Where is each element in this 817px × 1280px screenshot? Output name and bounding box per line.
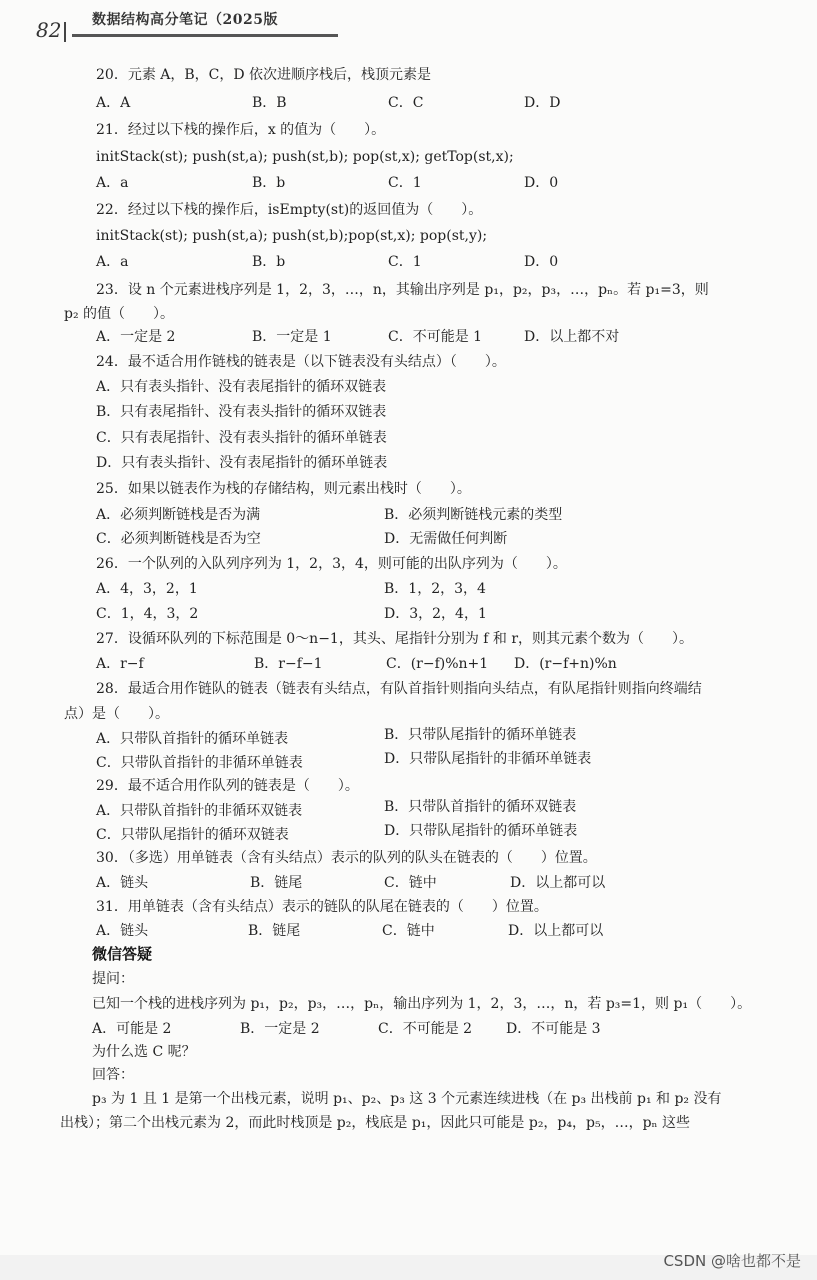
csdn-watermark: CSDN @啥也都不是: [663, 1252, 801, 1270]
option-23-c: C．不可能是 1: [388, 329, 483, 345]
wechat-qa-heading: 微信答疑: [92, 945, 153, 963]
option-21-b: B．b: [252, 175, 286, 191]
qa-question-label: 提问：: [92, 971, 134, 987]
option-29-d: D．只带队尾指针的循环单链表: [384, 823, 578, 839]
question-20: 20．元素 A，B，C，D 依次进顺序栈后，栈顶元素是: [96, 67, 432, 83]
option-20-c: C．C: [388, 95, 424, 111]
option-22-c: C．1: [388, 254, 422, 270]
option-29-c: C．只带队尾指针的循环双链表: [96, 827, 289, 843]
option-28-d: D．只带队尾指针的非循环单链表: [384, 751, 592, 767]
option-26-a: A．4，3，2，1: [96, 581, 198, 597]
option-22-b: B．b: [252, 254, 286, 270]
option-23-d: D．以上都不对: [524, 329, 620, 345]
option-28-c: C．只带队首指针的非循环单链表: [96, 755, 303, 771]
question-31: 31．用单链表（含有头结点）表示的链队的队尾在链表的（ ）位置。: [96, 899, 548, 915]
question-21: 21．经过以下栈的操作后，x 的值为（ ）。: [96, 122, 386, 138]
option-28-b: B．只带队尾指针的循环单链表: [384, 727, 577, 743]
qa-answer-label: 回答：: [92, 1067, 134, 1083]
option-27-d: D．(r−f+n)%n: [514, 656, 617, 672]
question-27: 27．设循环队列的下标范围是 0～n−1，其头、尾指针分别为 f 和 r，则其元素个数为（ ）。: [96, 631, 694, 647]
option-25-d: D．无需做任何判断: [384, 531, 508, 547]
option-30-b: B．链尾: [250, 875, 303, 891]
option-30-a: A．链头: [96, 875, 149, 891]
option-31-d: D．以上都可以: [508, 923, 604, 939]
option-22-d: D．0: [524, 254, 559, 270]
qa-option-b: B．一定是 2: [240, 1021, 320, 1037]
option-26-d: D．3，2，4，1: [384, 606, 487, 622]
option-22-a: A．a: [96, 254, 129, 270]
header-divider: [64, 22, 72, 42]
option-25-c: C．必须判断链栈是否为空: [96, 531, 261, 547]
option-28-a: A．只带队首指针的循环单链表: [96, 731, 289, 747]
option-20-a: A．A: [96, 95, 131, 111]
qa-option-a: A．可能是 2: [92, 1021, 172, 1037]
question-30: 30．（多选）用单链表（含有头结点）表示的队列的队头在链表的（ ）位置。: [96, 850, 597, 866]
question-23-cont: p₂ 的值（ ）。: [64, 306, 175, 322]
option-29-a: A．只带队首指针的非循环双链表: [96, 803, 303, 819]
option-20-b: B．B: [252, 95, 287, 111]
option-31-c: C．链中: [382, 923, 435, 939]
option-21-d: D．0: [524, 175, 559, 191]
option-26-c: C．1，4，3，2: [96, 606, 199, 622]
qa-option-d: D．不可能是 3: [506, 1021, 601, 1037]
qa-why-c: 为什么选 C 呢？: [92, 1044, 196, 1060]
qa-question-text: 已知一个栈的进栈序列为 p₁，p₂，p₃，…，pₙ，输出序列为 1，2，3，…，n，若 p₃=1，则 p₁（ ）。: [92, 996, 752, 1012]
option-25-b: B．必须判断链栈元素的类型: [384, 507, 563, 523]
question-25: 25．如果以链表作为栈的存储结构，则元素出栈时（ ）。: [96, 481, 471, 497]
option-27-b: B．r−f−1: [254, 656, 323, 672]
option-24-b: B．只有表尾指针、没有表头指针的循环双链表: [96, 404, 387, 420]
page-number: 82: [36, 18, 62, 42]
option-23-b: B．一定是 1: [252, 329, 332, 345]
question-24: 24．最不适合用作链栈的链表是（以下链表没有头结点）（ ）。: [96, 354, 506, 370]
option-27-a: A．r−f: [96, 656, 144, 672]
option-31-b: B．链尾: [248, 923, 301, 939]
option-21-a: A．a: [96, 175, 129, 191]
qa-answer-line-2: 出栈）；第二个出栈元素为 2，而此时栈顶是 p₂，栈底是 p₁，因此只可能是 p₂，p₄，p₅，…，pₙ 这些: [60, 1115, 691, 1131]
option-23-a: A．一定是 2: [96, 329, 176, 345]
option-27-c: C．(r−f)%n+1: [386, 656, 489, 672]
question-28: 28．最适合用作链队的链表（链表有头结点，有队首指针则指向头结点，有队尾指针则指向终端结: [96, 681, 702, 697]
option-21-c: C．1: [388, 175, 422, 191]
qa-answer-line-1: p₃ 为 1 且 1 是第一个出栈元素，说明 p₁、p₂、p₃ 这 3 个元素连续进栈（在 p₃ 出栈前 p₁ 和 p₂ 没有: [92, 1091, 722, 1107]
option-20-d: D．D: [524, 95, 561, 111]
code-21: initStack(st); push(st,a); push(st,b); pop(st,x); getTop(st,x);: [96, 149, 514, 165]
question-29: 29．最不适合用作队列的链表是（ ）。: [96, 778, 359, 794]
question-22: 22．经过以下栈的操作后，isEmpty(st)的返回值为（ ）。: [96, 202, 483, 218]
question-26: 26．一个队列的入队列序列为 1，2，3，4，则可能的出队序列为（ ）。: [96, 556, 567, 572]
option-25-a: A．必须判断链栈是否为满: [96, 507, 261, 523]
option-29-b: B．只带队首指针的循环双链表: [384, 799, 577, 815]
qa-option-c: C．不可能是 2: [378, 1021, 473, 1037]
book-title: 数据结构高分笔记（2025版: [92, 12, 278, 28]
header-rule: [72, 34, 338, 37]
question-23: 23．设 n 个元素进栈序列是 1，2，3，…，n，其输出序列是 p₁，p₂，p₃，…，pₙ。若 p₁=3，则: [96, 282, 709, 298]
option-30-d: D．以上都可以: [510, 875, 606, 891]
option-31-a: A．链头: [96, 923, 149, 939]
code-22: initStack(st); push(st,a); push(st,b);pop(st,x); pop(st,y);: [96, 228, 488, 244]
option-26-b: B．1，2，3，4: [384, 581, 486, 597]
option-24-a: A．只有表头指针、没有表尾指针的循环双链表: [96, 379, 387, 395]
option-24-d: D．只有表头指针、没有表尾指针的循环单链表: [96, 455, 388, 471]
option-24-c: C．只有表尾指针、没有表头指针的循环单链表: [96, 430, 387, 446]
option-30-c: C．链中: [384, 875, 437, 891]
question-28-cont: 点）是（ ）。: [64, 706, 169, 722]
page-header: [0, 0, 817, 46]
